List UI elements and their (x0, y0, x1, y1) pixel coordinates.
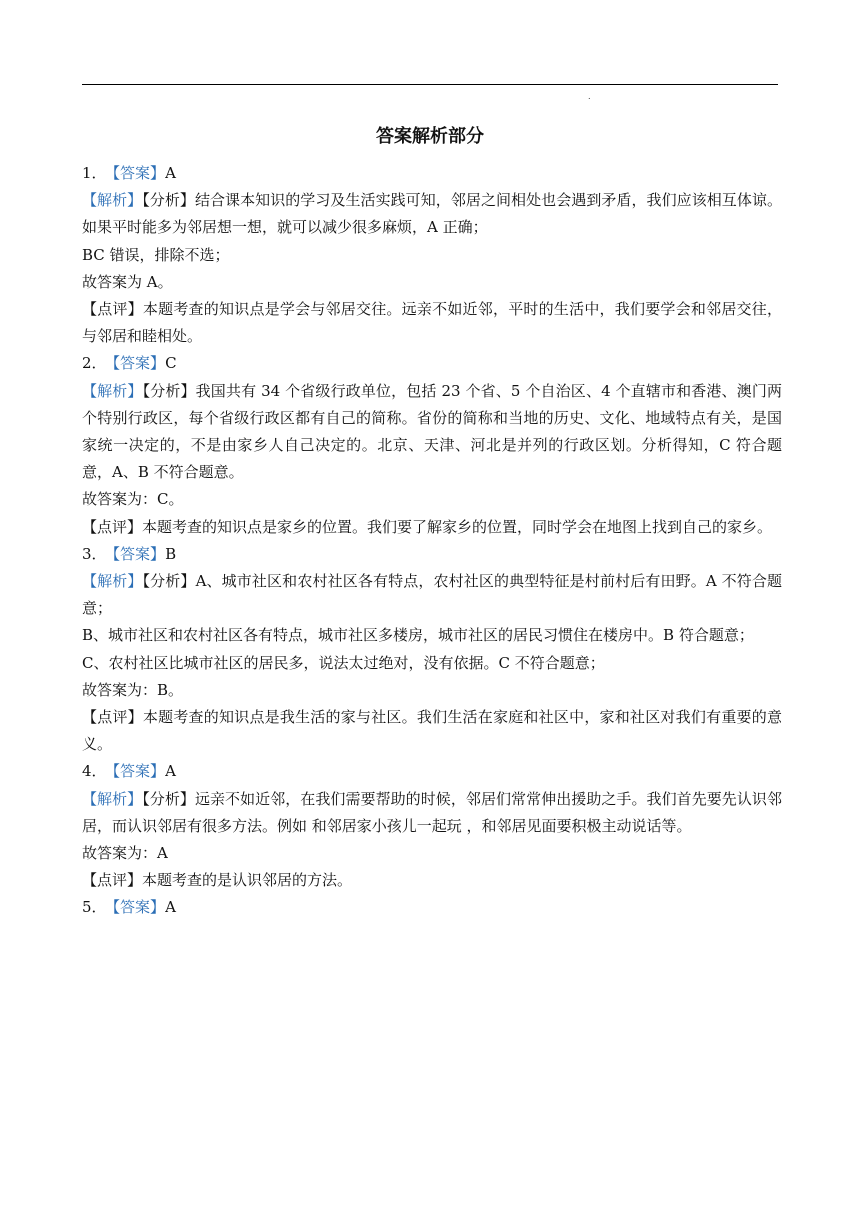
q1-analysis: 【解析】【分析】结合课本知识的学习及生活实践可知，邻居之间相处也会遇到矛盾，我们应该相互体谅。如果平时能多为邻居想一想，就可以减少很多麻烦，A 正确； (82, 191, 782, 237)
q1-answer-line: 1． 【答案】A (82, 164, 176, 182)
header-rule (82, 84, 778, 85)
page-title: 答案解析部分 (376, 126, 484, 147)
q3-extra-1: B、城市社区和农村社区各有特点，城市社区多楼房，城市社区的居民习惯住在楼房中。B 符合题意； (82, 626, 754, 645)
q2-answer-line: 2． 【答案】C (82, 354, 177, 373)
q3-comment: 【点评】本题考查的知识点是我生活的家与社区。我们生活在家庭和社区中，家和社区对我们有重要的意义。 (82, 708, 782, 754)
q4-answer-line: 4． 【答案】A (82, 762, 176, 781)
q2-extra-1: 故答案为：C。 (82, 490, 184, 509)
q4-analysis: 【解析】【分析】远亲不如近邻，在我们需要帮助的时候，邻居们常常伸出援助之手。我们首先要先认识邻居，而认识邻居有很多方法。例如 和邻居家小孩儿一起玩 ，和邻居见面要积极主动说话等。 (82, 789, 782, 835)
q3-answer-line: 3． 【答案】B (82, 544, 177, 563)
q1-extra-1: BC 错误，排除不选； (82, 245, 230, 264)
q3-extra-2: C、农村社区比城市社区的居民多，说法太过绝对，没有依据。C 不符合题意； (82, 653, 605, 672)
q1-comment: 【点评】本题考查的知识点是学会与邻居交往。远亲不如近邻，平时的生活中，我们要学会和邻居交往，与邻居和睦相处。 (82, 300, 782, 346)
header-dot: . (588, 92, 591, 101)
q2-comment: 【点评】本题考查的知识点是家乡的位置。我们要了解家乡的位置，同时学会在地图上找到自己的家乡。 (82, 517, 773, 536)
q2-analysis: 【解析】【分析】我国共有 34 个省级行政单位，包括 23 个省、5 个自治区、4 个直辖市和香港、澳门两个特别行政区，每个省级行政区都有自己的简称。省份的简称和当地的历史、文化、地域特点有关，是国家统一决定的，不是由家乡人自己决定的。北京、天津、河北是并列的行政区划。分析得知，C 符合题意，A、B 不符合题意。 (82, 381, 782, 482)
q5-answer-line: 5． 【答案】A (82, 898, 176, 917)
q3-analysis: 【解析】【分析】A、城市社区和农村社区各有特点，农村社区的典型特征是村前村后有田野。A 不符合题意； (82, 572, 782, 618)
answer-content (82, 160, 782, 922)
q4-extra-1: 故答案为：A (82, 844, 168, 863)
q3-extra-3: 故答案为：B。 (82, 680, 184, 699)
q1-extra-2: 故答案为 A。 (82, 272, 173, 291)
q4-comment: 【点评】本题考查的是认识邻居的方法。 (82, 871, 353, 890)
